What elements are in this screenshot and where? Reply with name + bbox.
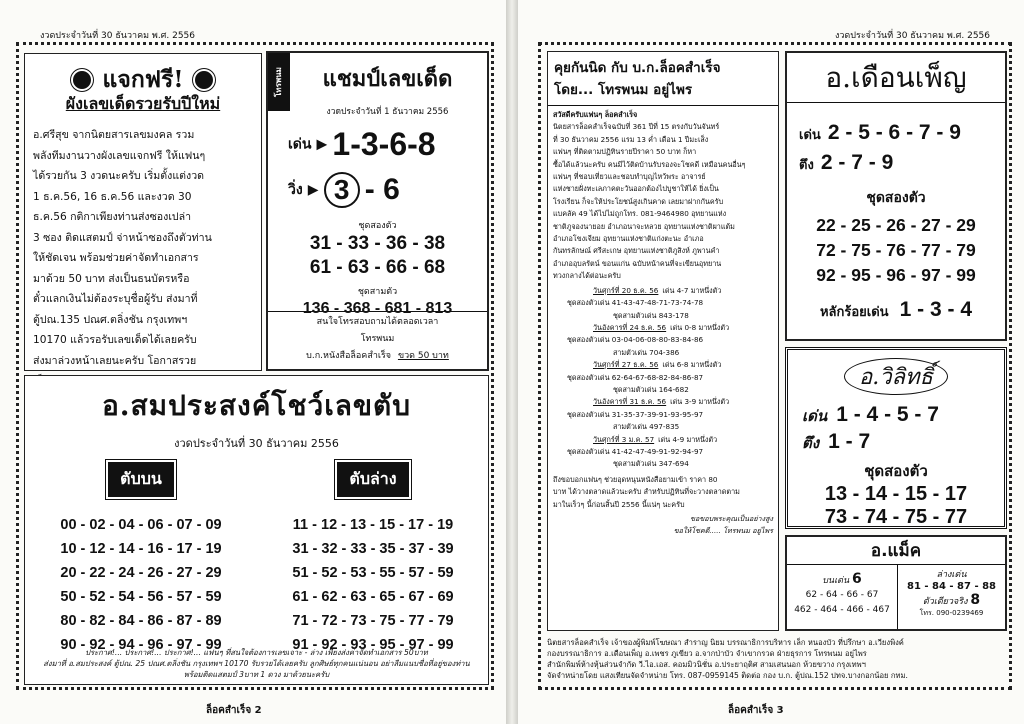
- show-box: [24, 375, 489, 685]
- chat-lines: [553, 121, 773, 282]
- mac-phone: โทร. 090-0239469: [919, 609, 984, 617]
- stat-two: ชุดสองตัวเด่น 41-43-47-48-71-73-74-78: [567, 298, 704, 308]
- stat-lead: เด่น 4-7 มาหนึ่งตัว: [662, 285, 722, 295]
- chat-signoff: ขอให้โชคดี..... โทรพนม อยู่ไพร: [673, 526, 773, 536]
- stat-date-row: [553, 359, 773, 371]
- sun-icon-right: [195, 71, 213, 89]
- stat-date: วันศุกร์ที่ 27 ธ.ค. 56: [593, 360, 659, 370]
- mac-lower-single: 8: [970, 592, 981, 608]
- right-page: [518, 0, 1024, 724]
- chat-line: อำเภออุบลรัตน์ ขอนแก่น ฉบับหน้าคนที่จะเขียนอุทยาน: [553, 258, 722, 268]
- arrow-right-icon: ▶: [307, 182, 319, 198]
- champ-lead-value: 1-3-6-8: [332, 126, 436, 162]
- chat-line: นิตยสารล็อคสำเร็จฉบับที่ 361 ปีที่ 15 ตรงกับวันจันทร์: [553, 122, 720, 132]
- stat-block: [553, 434, 773, 471]
- giveaway-title-row: [25, 62, 261, 93]
- stat-block: [553, 396, 773, 433]
- duan-hit-value: 2 - 7 - 9: [820, 151, 894, 174]
- duan-hundreds-value: 1 - 3 - 4: [899, 298, 973, 321]
- champ-two-row-2: 61 - 63 - 66 - 68: [309, 257, 446, 278]
- mac-upper-two: 62 - 64 - 66 - 67: [805, 590, 879, 600]
- right-page-footer: ล็อคสำเร็จ 3: [728, 705, 784, 716]
- stat-lead: เด่น 0-8 มาหนึ่งตัว: [670, 322, 730, 332]
- lower-row: 31 - 32 - 33 - 35 - 37 - 39: [292, 541, 454, 557]
- giveaway-body-line: มาด้วย 50 บาท ส่งเป็นธนบัตรหรือ: [33, 272, 190, 285]
- chat-closing-line: บาท ได้วางตลาดแล้วนะครับ สำหรับปฏิทินที่จะวางตลาดตาม: [553, 487, 740, 497]
- chat-line: แห่งชายฝั่งทะเลภาคตะวันออกต้องไปบูชาให้ได้ ยิ่งเป็น: [553, 184, 719, 194]
- lower-row: 11 - 12 - 13 - 15 - 17 - 19: [292, 517, 454, 533]
- imprint-line-1: นิตยสารล็อคสำเร็จ เจ้าของผู้พิมพ์โฆษณา สำราญ นิยม บรรณาธิการบริหาร เล็ก หนองบัว ที่ปรึกษา อ.เวียงพิงค์: [547, 638, 904, 647]
- wilit-two-row-2: 73 - 74 - 75 - 77: [824, 506, 968, 528]
- lower-row: 71 - 72 - 73 - 75 - 77 - 79: [292, 613, 454, 629]
- mac-upper: [787, 565, 898, 629]
- giveaway-box: [24, 53, 262, 371]
- champ-three-row: 136 - 368 - 681 - 813: [302, 300, 453, 317]
- chat-line: ซื้อได้แล้วนะครับ คนมีไว้ติดบ้านรับรองจะโชคดี เหมือนคนอื่นๆ: [553, 159, 746, 169]
- mac-upper-three: 462 - 464 - 466 - 467: [794, 605, 890, 615]
- show-title: อ.สมประสงค์โชว์เลขตับ: [101, 389, 412, 422]
- sun-icon-left: [73, 71, 91, 89]
- wilit-hit-label: ตึง: [802, 434, 820, 452]
- stat-two: ชุดสองตัวเด่น 03-04-06-08-80-83-84-86: [567, 335, 704, 345]
- chat-box: [547, 51, 779, 631]
- imprint-line-3: สำนักพิมพ์ห้างหุ้นส่วนจำกัด วี.ไอ.เอส. คอมมิวนิชั่น อ.ประยาฤติศ สามเสนนอก ห้วยขวาง กรุงเทพฯ: [547, 660, 866, 669]
- chat-greeting: สวัสดีครับแฟนๆ ล็อคสำเร็จ: [553, 110, 638, 119]
- upper-row: 90 - 92 - 94 - 96 - 97 - 99: [60, 637, 222, 653]
- upper-row: 00 - 02 - 04 - 06 - 07 - 09: [60, 517, 222, 533]
- giveaway-body-line: พลังทีมงานวางผังเลขแจกฟรี ให้แฟนๆ: [33, 149, 206, 162]
- champ-footer: [268, 311, 487, 369]
- upper-row: 50 - 52 - 54 - 56 - 57 - 59: [60, 589, 222, 605]
- upper-rows: [25, 513, 257, 657]
- duan-two-row: 92 - 95 - 96 - 97 - 99: [816, 265, 976, 285]
- show-note-line-3: พร้อมติดแสตมป์ 3บาท 1 ดวง มาด้วยนะครับ: [183, 670, 330, 679]
- duan-hit-label: ตึง: [799, 158, 814, 173]
- stat-date: วันศุกร์ที่ 20 ธ.ค. 56: [593, 285, 659, 295]
- chat-line: อำเภอโขงเจียม อุทยานแห่งชาติแก่งตะนะ อำเภอ: [553, 234, 704, 244]
- right-page-header: งวดประจำวันที่ 30 ธันวาคม พ.ศ. 2556: [834, 31, 990, 41]
- champ-footer-line-1: สนใจโทรสอบถามได้ตลอดเวลา: [316, 317, 439, 327]
- duan-title: อ.เดือนเพ็ญ: [787, 53, 1005, 103]
- stat-two: ชุดสองตัวเด่น 62-64-67-68-82-84-86-87: [567, 372, 704, 382]
- lower-rows: [257, 513, 489, 657]
- upper-column: [25, 462, 257, 657]
- chat-closing-line: มาในเร็วๆ นี้ก่อนสิ้นปี 2556 นี้แน่ๆ นะครับ: [553, 499, 685, 509]
- duan-lead-value: 2 - 5 - 6 - 7 - 9: [827, 121, 961, 144]
- lower-row: 61 - 62 - 63 - 65 - 67 - 69: [292, 589, 454, 605]
- champ-three-label: ชุดสามตัว: [357, 287, 398, 297]
- lower-tag: ตับล่าง: [337, 462, 408, 497]
- giveaway-body-line: ให้ชัดเจน พร้อมช่วยค่าจัดทำเอกสาร: [33, 252, 199, 264]
- stat-date-row: [553, 322, 773, 334]
- chat-line: แฟนๆ ที่ชอบเที่ยวและชอบทำบุญไหว้พระ อาจารย์: [553, 172, 706, 182]
- giveaway-subtitle: ผังเลขเด็ดรวยรับปีใหม่: [65, 94, 221, 113]
- chat-line: แฟนๆ ที่ติดตามปฏิทินรายปีราคา 50 บาท ก็หา: [553, 147, 697, 157]
- mac-upper-label: บนเด่น: [822, 576, 850, 586]
- giveaway-body-line: 1 ธ.ค.56, 16 ธ.ค.56 และงวด 30: [33, 190, 192, 203]
- book-gutter: [506, 0, 518, 724]
- lower-row: 51 - 52 - 53 - 55 - 57 - 59: [292, 565, 454, 581]
- duan-box: [785, 51, 1007, 341]
- chat-title-line-2: โดย... โทรพนม อยู่ไพร: [554, 82, 693, 98]
- duan-hundreds-row: [787, 298, 1005, 322]
- stat-lead: เด่น 3-9 มาหนึ่งตัว: [670, 397, 730, 407]
- imprint-line-4: จัดจำหน่ายโดย แสงเทียนจัดจำหน่าย โทร. 087-0959145 ติดต่อ กอง บ.ก. ตู้ปณ.152 ปทจ.บางกอกน้อย กทม.: [547, 671, 908, 680]
- wilit-box: [785, 347, 1007, 529]
- stat-block: [553, 359, 773, 396]
- chat-closing-line: ถึงขอบอกแฟนๆ ช่วยอุดหนุนหนังสือยามเข้า ราคา 80: [553, 474, 718, 484]
- champ-footer-line-3: บ.ก.หนังสือล็อคสำเร็จ: [306, 351, 392, 361]
- left-page: [0, 0, 506, 724]
- stat-date-row: [553, 396, 773, 408]
- upper-row: 10 - 12 - 14 - 16 - 17 - 19: [60, 541, 222, 557]
- show-note: [29, 647, 484, 680]
- chat-stats: [553, 285, 773, 471]
- left-page-frame: [16, 42, 494, 690]
- mac-lower-two: 81 - 84 - 87 - 88: [906, 581, 996, 592]
- duan-two-row: 22 - 25 - 26 - 27 - 29: [816, 215, 976, 235]
- duan-hit-row: [799, 151, 1005, 175]
- stat-three: สามตัวเด่น 704-386: [613, 347, 680, 357]
- stat-date: วันอังคารที่ 31 ธ.ค. 56: [593, 397, 667, 407]
- champ-two-label: ชุดสองตัว: [358, 221, 397, 231]
- left-page-footer: ล็อคสำเร็จ 2: [206, 705, 262, 716]
- chat-line: ทวงกลางได้ต่อนะครับ: [553, 271, 621, 281]
- chat-line: แบคลัค 49 ได้ไปไม่ถูกโทร. 081-9464980 อุทยานแห่ง: [553, 209, 727, 219]
- champ-title: แชมป์เลขเด็ด: [322, 67, 453, 92]
- champ-price: ขวด 50 บาท: [397, 351, 449, 361]
- chat-title-line-1: คุยกันนิด กับ บ.ก.ล็อคสำเร็จ: [554, 60, 721, 76]
- imprint-line-2: กองบรรณาธิการ อ.เดือนเพ็ญ อ.เพชร ภูเขียว อ.จากป่าบัว จำเขากรวด ฝ่ายธุรการ โทรพนม อยู่ไพร: [547, 649, 867, 658]
- champ-footer-line-2: โทรพนม: [360, 334, 395, 344]
- stat-three: สามตัวเด่น 497-835: [613, 422, 680, 432]
- mac-lower-single-label: ตัวเดียวจริง: [922, 597, 968, 607]
- stat-block: [553, 322, 773, 359]
- upper-row: 20 - 22 - 24 - 26 - 27 - 29: [60, 565, 222, 581]
- duan-two-label: ชุดสองตัว: [866, 190, 926, 206]
- giveaway-body-line: ส่งมาล่วงหน้าเลยนะครับ โอกาสรวย: [33, 354, 197, 367]
- stat-lead: เด่น 4-9 มาหนึ่งตัว: [658, 434, 718, 444]
- left-page-header: งวดประจำวันที่ 30 ธันวาคม พ.ศ. 2556: [40, 31, 196, 41]
- mac-title: อ.แม็ค: [787, 537, 1005, 565]
- wilit-lead-row: [802, 403, 1004, 428]
- champ-two-row-1: 31 - 33 - 36 - 38: [309, 233, 446, 254]
- chat-line: ชาติภูจองนายอย อำเภอนาจะหลวย อุทยานแห่งชาติผาแต้ม: [553, 221, 735, 231]
- chat-line: โรงเรียน ก็จะให้ประโยชน์สูงเกินคาด เลยมาฝากกันครับ: [553, 196, 724, 206]
- champ-side-tag: โทรพนม: [268, 53, 290, 111]
- giveaway-body-line: อ.ศรีสุข จากนิตยสารเลขมงคล รวม: [33, 129, 195, 141]
- lower-column: [257, 462, 489, 657]
- giveaway-body-line: ได้รวยกัน 3 งวดนะครับ เริ่มตั้งแต่งวด: [33, 170, 205, 182]
- wilit-hit-value: 1 - 7: [828, 430, 871, 453]
- right-page-frame: [538, 42, 1012, 690]
- champ-run-circle: 3: [324, 172, 360, 208]
- wilit-two-row-1: 13 - 14 - 15 - 17: [824, 483, 968, 505]
- show-note-line-2: ส่งมาที่ อ.สมประสงค์ ตู้ปณ. 25 ปณศ.ตลิ่งชัน กรุงเทพฯ 10170 รับรวยได้เลยครับ ลูกศิษย์ทุกคนแน่นอน อย่าลืมแนบชื่อที่อยู่ของท่าน: [43, 659, 470, 668]
- arrow-right-icon: ▶: [316, 136, 328, 153]
- stat-date-row: [553, 285, 773, 297]
- upper-row: 80 - 82 - 84 - 86 - 87 - 89: [60, 613, 222, 629]
- chat-body: [548, 106, 778, 541]
- giveaway-title: แจกฟรี!: [102, 66, 184, 93]
- stat-three: ชุดสามตัวเด่น 843-178: [613, 310, 689, 320]
- mac-lower-label: ล่างเด่น: [936, 570, 967, 580]
- lower-row: 91 - 92 - 93 - 95 - 97 - 99: [292, 637, 454, 653]
- giveaway-body-line: ตู้ปณ.135 ปณศ.ตลิ่งชัน กรุงเทพฯ: [33, 313, 188, 326]
- giveaway-body-line: 10170 แล้วรอรับเลขเด็ดได้เลยครับ: [33, 334, 197, 346]
- stat-three: ชุดสามตัวเด่น 164-682: [613, 384, 689, 394]
- champ-draw-date: งวดประจำวันที่ 1 ธันวาคม 2556: [326, 107, 449, 117]
- giveaway-body: [33, 125, 255, 392]
- duan-two-row: 72 - 75 - 76 - 77 - 79: [816, 240, 976, 260]
- duan-rows: [787, 213, 1005, 288]
- champ-run-row: [288, 172, 487, 212]
- stat-date: วันศุกร์ที่ 3 ม.ค. 57: [593, 434, 655, 444]
- mac-upper-digit: 6: [852, 571, 862, 587]
- stat-date-row: [553, 434, 773, 446]
- stat-lead: เด่น 6-8 มาหนึ่งตัว: [662, 360, 722, 370]
- stat-date: วันอังคารที่ 24 ธ.ค. 56: [593, 322, 667, 332]
- chat-line: ที่ 30 ธันวาคม 2556 แรม 13 ค่ำ เดือน 1 ปีมะเส็ง: [553, 134, 709, 144]
- show-draw-date: งวดประจำวันที่ 30 ธันวาคม 2556: [174, 437, 339, 450]
- duan-lead-label: เด่น: [799, 128, 821, 143]
- mac-lower: [898, 565, 1005, 629]
- champ-lead-row: [288, 126, 487, 166]
- stat-two: ชุดสองตัวเด่น 31-35-37-39-91-93-95-97: [567, 409, 704, 419]
- chat-line: กันทรลักษณ์ ศรีสะเกษ อุทยานแห่งชาติภูสิงห์ ภูพานคำ: [553, 246, 720, 256]
- mac-box: [785, 535, 1007, 631]
- champ-run-label: วิ่ง: [288, 182, 303, 198]
- duan-lead-row: [799, 121, 1005, 145]
- chat-title: [548, 52, 778, 106]
- wilit-title: อ.วิลิทธิ์: [844, 358, 948, 395]
- duan-hundreds-label: หลักร้อยเด่น: [819, 305, 889, 320]
- giveaway-body-line: 3 ซอง ติดแสตมป์ จ่าหน้าซองถึงตัวท่าน: [33, 231, 212, 244]
- chat-thanks: ขอขอบพระคุณเป็นอย่างสูง: [690, 514, 773, 523]
- imprint: [547, 637, 1007, 683]
- stat-two: ชุดสองตัวเด่น 41-42-47-49-91-92-94-97: [567, 446, 704, 456]
- show-note-line-1: ประกาศ!... ประกาศ!... ประกาศ!... แฟนๆ ที่สนใจต้องการเลขเจาะ - ล่าง เพียงส่งค่าจัดทำเอกสาร 50บาท: [85, 648, 428, 657]
- wilit-lead-label: เด่น: [802, 407, 828, 425]
- champ-box: [266, 51, 489, 371]
- stat-block: [553, 285, 773, 322]
- wilit-two-label: ชุดสองตัว: [864, 462, 928, 480]
- giveaway-body-line: ตั๋วแลกเงินไม่ต้องระบุชื่อผู้รับ ส่งมาที่: [33, 293, 198, 305]
- giveaway-body-line: ธ.ค.56 กติกาเพียงท่านส่งซองเปล่า: [33, 211, 192, 223]
- stat-three: ชุดสามตัวเด่น 347-694: [613, 459, 689, 469]
- upper-tag: ตับบน: [108, 462, 174, 497]
- wilit-hit-row: [802, 430, 1004, 455]
- chat-closing: [553, 474, 773, 511]
- champ-run-tail: - 6: [364, 173, 400, 206]
- champ-lead-label: เด่น: [288, 136, 312, 153]
- wilit-lead-value: 1 - 4 - 5 - 7: [836, 403, 939, 426]
